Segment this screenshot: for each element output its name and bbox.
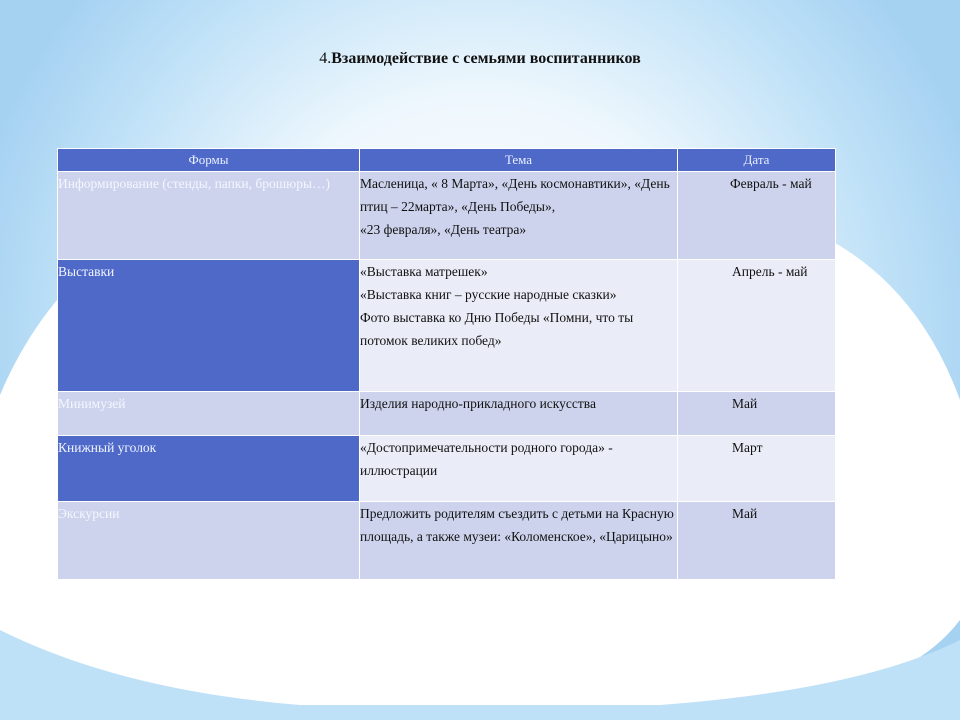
- topic-line: «Выставка матрешек»: [360, 264, 488, 279]
- cell-topic: [360, 436, 678, 502]
- table-row: [58, 502, 836, 580]
- cell-form: Выставки: [58, 260, 360, 392]
- header-forms: Формы: [58, 149, 360, 172]
- cell-form: Минимузей: [58, 392, 360, 436]
- table-row: [58, 260, 836, 392]
- title-text: Взаимодействие с семьями воспитанников: [331, 50, 641, 67]
- cell-date: Март: [678, 436, 836, 502]
- cell-date: Февраль - май: [678, 172, 836, 260]
- cell-topic: [360, 392, 678, 436]
- topic-line: Фото выставка ко Дню Победы «Помни, что ты потомок великих побед»: [360, 310, 634, 348]
- table-row: [58, 392, 836, 436]
- cell-topic: [360, 260, 678, 392]
- topic-line: «Выставка книг – русские народные сказки»: [360, 287, 617, 302]
- table-row: [58, 436, 836, 502]
- table-header-row: [58, 149, 836, 172]
- topic-line: Предложить родителям съездить с детьми на Красную площадь, а также музеи: «Коломенское», «Царицыно»: [360, 506, 674, 544]
- header-date: Дата: [678, 149, 836, 172]
- cell-date: Апрель - май: [678, 260, 836, 392]
- topic-line: Изделия народно-прикладного искусства: [360, 396, 596, 411]
- cell-form: Книжный уголок: [58, 436, 360, 502]
- cell-date: Май: [678, 392, 836, 436]
- topic-line: Масленица, « 8 Марта», «День космонавтики», «День птиц – 22марта», «День Победы»,: [360, 176, 670, 214]
- cell-date: Май: [678, 502, 836, 580]
- title-number: 4.: [319, 50, 332, 67]
- topic-line: «23 февраля», «День театра»: [360, 222, 527, 237]
- cell-topic: [360, 502, 678, 580]
- cell-form: Экскурсии: [58, 502, 360, 580]
- table-row: [58, 172, 836, 260]
- slide-title: [0, 50, 960, 68]
- topic-line: «Достопримечательности родного города» - иллюстрации: [360, 440, 613, 478]
- activities-table: [57, 148, 836, 580]
- cell-form: Информирование (стенды, папки, брошюры…): [58, 172, 360, 260]
- cell-topic: [360, 172, 678, 260]
- header-topic: Тема: [360, 149, 678, 172]
